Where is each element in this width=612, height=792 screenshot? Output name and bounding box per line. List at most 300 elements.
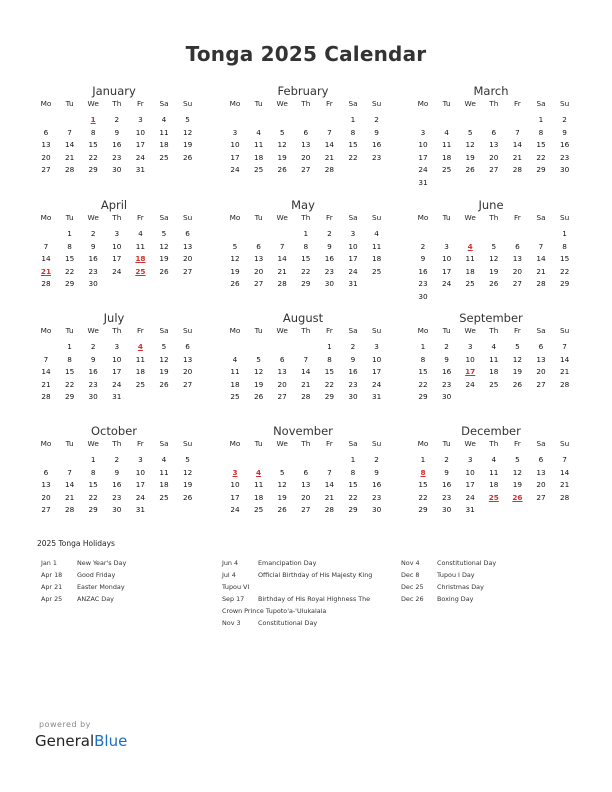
weekday-header: We (464, 213, 476, 222)
weekday-header: Mo (229, 439, 241, 448)
calendar-day: 23 (441, 379, 452, 389)
calendar-day: 25 (230, 392, 240, 402)
calendar-day: 10 (135, 467, 146, 477)
calendar-day: 10 (112, 354, 122, 364)
calendar-day: 13 (489, 140, 499, 150)
calendar-day: 16 (559, 140, 570, 150)
calendar-day: 16 (348, 367, 358, 377)
calendar-day: 3 (467, 342, 473, 351)
calendar-day: 3 (232, 127, 238, 137)
calendar-day: 8 (327, 354, 332, 364)
calendar-day: 15 (536, 140, 546, 150)
holiday-date-label: Sep 17 (222, 595, 245, 603)
calendar-day: 21 (559, 480, 570, 490)
logo-general-text: General (35, 732, 95, 750)
calendar-day: 21 (536, 266, 546, 276)
weekday-header: Fr (326, 326, 333, 335)
calendar-day: 6 (279, 354, 285, 364)
weekday-header: Tu (254, 213, 263, 222)
holiday-date: 4 (467, 241, 473, 251)
calendar-day: 24 (230, 505, 240, 515)
calendar-day: 8 (350, 127, 356, 137)
calendar-day: 24 (112, 379, 122, 389)
calendar-day: 20 (277, 379, 287, 389)
calendar-day: 1 (67, 342, 72, 351)
calendar-day: 16 (324, 254, 335, 264)
calendar-day: 3 (138, 115, 143, 124)
calendar-day: 10 (418, 140, 428, 150)
calendar-day: 5 (185, 455, 190, 464)
calendar-day: 28 (512, 165, 523, 175)
calendar-day: 12 (489, 254, 499, 264)
calendar-day: 13 (41, 140, 51, 150)
weekday-header: Fr (514, 326, 521, 335)
weekday-header: Th (301, 213, 311, 222)
calendar-day: 6 (538, 342, 544, 351)
calendar-day: 10 (348, 241, 358, 251)
calendar-day: 5 (185, 115, 190, 124)
weekday-header: Tu (442, 213, 451, 222)
holiday-name: Good Friday (77, 571, 116, 579)
weekday-header: Sa (159, 439, 169, 448)
calendar-day: 10 (465, 354, 475, 364)
calendar-day: 5 (515, 342, 520, 351)
weekday-header: Mo (40, 326, 52, 335)
holiday-date-label: Apr 18 (41, 571, 63, 579)
weekday-header: Sa (348, 439, 358, 448)
calendar-day: 9 (114, 127, 120, 137)
calendar-day: 22 (64, 379, 75, 389)
calendar-day: 4 (161, 455, 167, 464)
calendar-day: 5 (467, 127, 473, 137)
calendar-day: 27 (301, 165, 311, 175)
calendar-day: 14 (64, 140, 75, 150)
calendar-day: 23 (88, 266, 98, 276)
calendar-day: 19 (512, 367, 523, 377)
calendar-day: 27 (253, 279, 264, 289)
calendar-day: 19 (159, 254, 169, 264)
calendar-day: 7 (43, 241, 49, 251)
calendar-day: 14 (536, 254, 546, 264)
calendar-day: 16 (88, 254, 98, 264)
weekday-header: Sa (159, 99, 169, 108)
calendar-day: 31 (112, 392, 122, 402)
weekday-header: Th (112, 326, 122, 335)
calendar-day: 2 (444, 455, 449, 464)
calendar-day: 7 (279, 241, 285, 251)
calendar-day: 7 (43, 354, 49, 364)
weekday-header: Tu (254, 439, 263, 448)
month-name: August (282, 311, 324, 325)
calendar-day: 25 (159, 152, 169, 162)
month-name: February (277, 84, 329, 98)
calendar-day: 18 (371, 254, 382, 264)
calendar-day: 7 (562, 455, 567, 464)
calendar-day: 22 (559, 266, 570, 276)
weekday-header: Su (559, 213, 570, 222)
holiday-date-label: Nov 3 (222, 619, 241, 627)
calendar-day: 6 (491, 127, 497, 137)
month-name: November (273, 424, 333, 438)
calendar-day: 18 (253, 492, 264, 502)
calendar-day: 31 (371, 392, 382, 402)
weekday-header: Fr (514, 213, 521, 222)
calendar-day: 29 (418, 392, 428, 402)
holiday-date: 8 (420, 467, 426, 477)
calendar-day: 19 (253, 379, 264, 389)
holiday-date: 26 (512, 492, 523, 502)
generalblue-logo[interactable] (35, 732, 127, 750)
month-name: July (103, 311, 125, 325)
calendar-day: 13 (182, 354, 193, 364)
calendar-day: 29 (559, 279, 570, 289)
calendar-day: 27 (536, 379, 546, 389)
calendar-day: 3 (374, 342, 379, 351)
holiday-date-label: Apr 25 (41, 595, 63, 603)
calendar-day: 30 (324, 279, 335, 289)
calendar-day: 22 (324, 379, 335, 389)
calendar-day: 16 (441, 480, 452, 490)
calendar-day: 22 (418, 379, 428, 389)
calendar-day: 17 (465, 480, 475, 490)
calendar-day: 30 (559, 165, 570, 175)
calendar-day: 27 (182, 266, 193, 276)
calendar-day: 14 (324, 480, 335, 490)
calendar-day: 7 (67, 467, 72, 477)
weekday-header: Mo (229, 213, 241, 222)
holiday-date: 3 (232, 467, 238, 477)
calendar-day: 21 (559, 367, 570, 377)
calendar-day: 3 (138, 455, 143, 464)
weekday-header: We (87, 99, 99, 108)
calendar-day: 5 (515, 455, 520, 464)
calendar-day: 22 (64, 266, 75, 276)
calendar-day: 15 (348, 480, 358, 490)
calendar-day: 5 (279, 127, 285, 137)
holiday-date-label: Jul 4 (222, 571, 236, 579)
calendar-day: 16 (88, 367, 98, 377)
weekday-header: Tu (254, 99, 263, 108)
calendar-day: 15 (418, 480, 428, 490)
calendar-day: 16 (418, 266, 428, 276)
calendar-day: 31 (465, 505, 475, 515)
calendar-day: 15 (64, 254, 75, 264)
calendar-day: 6 (303, 467, 309, 477)
page-title: Tonga 2025 Calendar (185, 42, 427, 66)
holiday-name: Emancipation Day (258, 559, 317, 567)
calendar-day: 4 (444, 127, 449, 137)
calendar-day: 9 (444, 467, 449, 477)
calendar-day: 19 (230, 266, 240, 276)
calendar-day: 20 (182, 367, 193, 377)
calendar-day: 26 (253, 392, 264, 402)
calendar-day: 25 (441, 165, 452, 175)
calendar-day: 19 (277, 152, 287, 162)
weekday-header: We (276, 99, 288, 108)
calendar-day: 4 (138, 229, 143, 238)
calendar-day: 21 (64, 492, 75, 502)
calendar-day: 5 (491, 241, 497, 251)
calendar-day: 8 (350, 467, 356, 477)
calendar-day: 28 (277, 279, 287, 289)
weekday-header: Th (489, 99, 499, 108)
calendar-day: 9 (374, 467, 379, 477)
calendar-day: 18 (441, 152, 452, 162)
calendar-day: 12 (512, 354, 523, 364)
calendar-day: 9 (114, 467, 120, 477)
weekday-header: Mo (40, 99, 52, 108)
calendar-day: 22 (88, 492, 98, 502)
weekday-header: Tu (254, 326, 263, 335)
calendar-day: 6 (538, 455, 544, 464)
calendar-day: 23 (348, 379, 358, 389)
calendar-day: 4 (161, 115, 167, 124)
calendar-day: 19 (512, 480, 523, 490)
calendar-day: 11 (159, 127, 169, 137)
calendar-day: 3 (114, 342, 120, 351)
calendar-day: 2 (374, 115, 379, 124)
calendar-day: 13 (277, 367, 287, 377)
calendar-day: 23 (441, 492, 452, 502)
calendar-day: 1 (420, 342, 426, 351)
calendar-day: 12 (182, 127, 193, 137)
calendar-day: 23 (88, 379, 98, 389)
weekday-header: Tu (65, 99, 74, 108)
calendar-day: 18 (465, 266, 475, 276)
weekday-header: Fr (326, 213, 333, 222)
calendar-day: 27 (41, 165, 51, 175)
calendar-day: 26 (159, 379, 169, 389)
holiday-date-label: Jun 4 (222, 559, 239, 567)
calendar-day: 28 (559, 492, 570, 502)
calendar-day: 17 (230, 492, 240, 502)
weekday-header: Sa (159, 213, 169, 222)
calendar-day: 2 (562, 115, 567, 124)
calendar-day: 23 (371, 152, 382, 162)
calendar-day: 12 (159, 354, 169, 364)
calendar-day: 26 (512, 379, 523, 389)
weekday-header: Su (559, 99, 570, 108)
calendar-day: 15 (301, 254, 311, 264)
holiday-date: 25 (135, 266, 146, 276)
calendar-day: 10 (112, 241, 122, 251)
weekday-header: Fr (326, 99, 333, 108)
calendar-day: 21 (41, 379, 51, 389)
calendar-day: 28 (64, 165, 75, 175)
calendar-day: 15 (64, 367, 75, 377)
calendar-day: 20 (536, 367, 546, 377)
calendar-day: 2 (420, 241, 426, 251)
weekday-header: Sa (348, 213, 358, 222)
calendar-day: 22 (88, 152, 98, 162)
calendar-day: 31 (348, 279, 358, 289)
calendar-day: 20 (41, 492, 51, 502)
calendar-day: 26 (159, 266, 169, 276)
calendar-day: 14 (559, 354, 570, 364)
calendar-day: 1 (67, 229, 72, 238)
calendar-day: 7 (327, 467, 332, 477)
weekday-header: Th (301, 326, 311, 335)
holidays-heading: 2025 Tonga Holidays (37, 539, 115, 548)
calendar-day: 1 (303, 229, 309, 238)
calendar-day: 17 (230, 152, 240, 162)
calendar-day: 11 (465, 254, 475, 264)
calendar-day: 9 (444, 354, 449, 364)
calendar-day: 31 (135, 165, 146, 175)
calendar-day: 22 (418, 492, 428, 502)
weekday-header: Sa (536, 213, 546, 222)
month-name: December (461, 424, 521, 438)
calendar-day: 17 (418, 152, 428, 162)
calendar-day: 13 (512, 254, 523, 264)
weekday-header: Fr (514, 99, 521, 108)
weekday-header: Tu (65, 326, 74, 335)
calendar-day: 3 (420, 127, 426, 137)
weekday-header: Tu (65, 213, 74, 222)
month-name: October (90, 424, 138, 438)
weekday-header: Th (112, 99, 122, 108)
calendar-day: 21 (324, 152, 335, 162)
calendar-day: 6 (185, 229, 190, 238)
calendar-day: 8 (303, 241, 309, 251)
calendar-day: 14 (324, 140, 335, 150)
calendar-day: 17 (112, 254, 122, 264)
weekday-header: Tu (65, 439, 74, 448)
calendar-day: 12 (159, 241, 169, 251)
calendar-day: 19 (182, 140, 193, 150)
calendar-day: 9 (90, 241, 96, 251)
calendar-day: 5 (256, 354, 261, 364)
weekday-header: Mo (417, 213, 429, 222)
holiday-name: Christmas Day (437, 583, 484, 591)
calendar-day: 8 (90, 467, 96, 477)
calendar-day: 27 (489, 165, 499, 175)
calendar-day: 10 (135, 127, 146, 137)
calendar-day: 7 (67, 127, 72, 137)
calendar-day: 29 (64, 392, 75, 402)
calendar-day: 23 (112, 152, 122, 162)
weekday-header: Su (182, 99, 193, 108)
calendar-day: 6 (43, 127, 49, 137)
calendar-day: 31 (418, 178, 428, 187)
holiday-date: 17 (465, 367, 476, 377)
weekday-header: Su (182, 439, 193, 448)
holiday-date: 1 (90, 115, 96, 124)
calendar-day: 25 (159, 492, 169, 502)
calendar-day: 3 (114, 229, 120, 238)
weekday-header: We (87, 326, 99, 335)
calendar-day: 3 (350, 229, 356, 238)
calendar-day: 30 (348, 392, 358, 402)
calendar-day: 1 (538, 115, 544, 124)
holiday-name: Constitutional Day (437, 559, 497, 567)
calendar-day: 9 (327, 241, 332, 251)
calendar-day: 11 (135, 241, 146, 251)
holiday-date: 25 (488, 492, 499, 502)
calendar-day: 13 (253, 254, 264, 264)
calendar-day: 2 (444, 342, 449, 351)
calendar-day: 26 (182, 492, 193, 502)
calendar-day: 14 (559, 467, 570, 477)
calendar-day: 1 (420, 455, 426, 464)
calendar-day: 14 (64, 480, 75, 490)
calendar-day: 13 (41, 480, 51, 490)
weekday-header: We (87, 439, 99, 448)
calendar-day: 18 (489, 367, 499, 377)
calendar-day: 28 (324, 505, 335, 515)
weekday-header: Mo (229, 326, 241, 335)
weekday-header: Su (182, 213, 193, 222)
calendar-day: 1 (350, 115, 356, 124)
weekday-header: Th (112, 213, 122, 222)
weekday-header: Tu (442, 326, 451, 335)
month-name: May (291, 198, 315, 212)
calendar-day: 29 (301, 279, 311, 289)
calendar-day: 18 (135, 367, 146, 377)
weekday-header: Tu (442, 99, 451, 108)
calendar-day: 5 (161, 342, 167, 351)
calendar-day: 14 (512, 140, 523, 150)
calendar-day: 5 (232, 241, 238, 251)
calendar-day: 25 (253, 505, 264, 515)
weekday-header: Th (301, 99, 311, 108)
calendar-day: 23 (418, 279, 428, 289)
calendar-day: 20 (301, 492, 311, 502)
weekday-header: Fr (137, 213, 144, 222)
calendar-day: 19 (159, 367, 169, 377)
weekday-header: Mo (417, 326, 429, 335)
calendar-day: 27 (536, 492, 546, 502)
calendar-day: 11 (371, 241, 382, 251)
calendar-day: 2 (90, 229, 96, 238)
calendar-day: 18 (253, 152, 264, 162)
weekday-header: We (464, 439, 476, 448)
calendar-day: 18 (230, 379, 240, 389)
calendar-day: 28 (41, 392, 51, 402)
calendar-day: 4 (232, 354, 238, 364)
calendar-day: 3 (444, 241, 449, 251)
calendar-day: 11 (159, 467, 169, 477)
calendar-day: 9 (90, 354, 96, 364)
calendar-day: 4 (374, 229, 379, 238)
weekday-header: Th (489, 213, 499, 222)
holiday-name: ANZAC Day (77, 595, 114, 603)
calendar-day: 13 (301, 480, 311, 490)
weekday-header: We (464, 326, 476, 335)
calendar-day: 10 (230, 480, 240, 490)
calendar-day: 11 (230, 367, 240, 377)
calendar-day: 15 (348, 140, 358, 150)
calendar-day: 22 (536, 152, 546, 162)
calendar-day: 6 (43, 467, 49, 477)
calendar-day: 13 (182, 241, 193, 251)
weekday-header: We (87, 213, 99, 222)
calendar-day: 27 (512, 279, 523, 289)
calendar-day: 25 (135, 379, 146, 389)
holiday-name: Official Birthday of His Majesty King (258, 571, 373, 579)
weekday-header: Th (301, 439, 311, 448)
calendar-day: 25 (489, 379, 499, 389)
calendar-day: 29 (64, 279, 75, 289)
holiday-date: 18 (135, 254, 146, 264)
holiday-date-label: Dec 26 (401, 595, 424, 603)
calendar-day: 1 (327, 342, 332, 351)
calendar-day: 22 (348, 492, 358, 502)
calendar-day: 3 (467, 455, 473, 464)
calendar-day: 12 (277, 480, 287, 490)
calendar-day: 17 (441, 266, 452, 276)
calendar-day: 20 (253, 266, 264, 276)
